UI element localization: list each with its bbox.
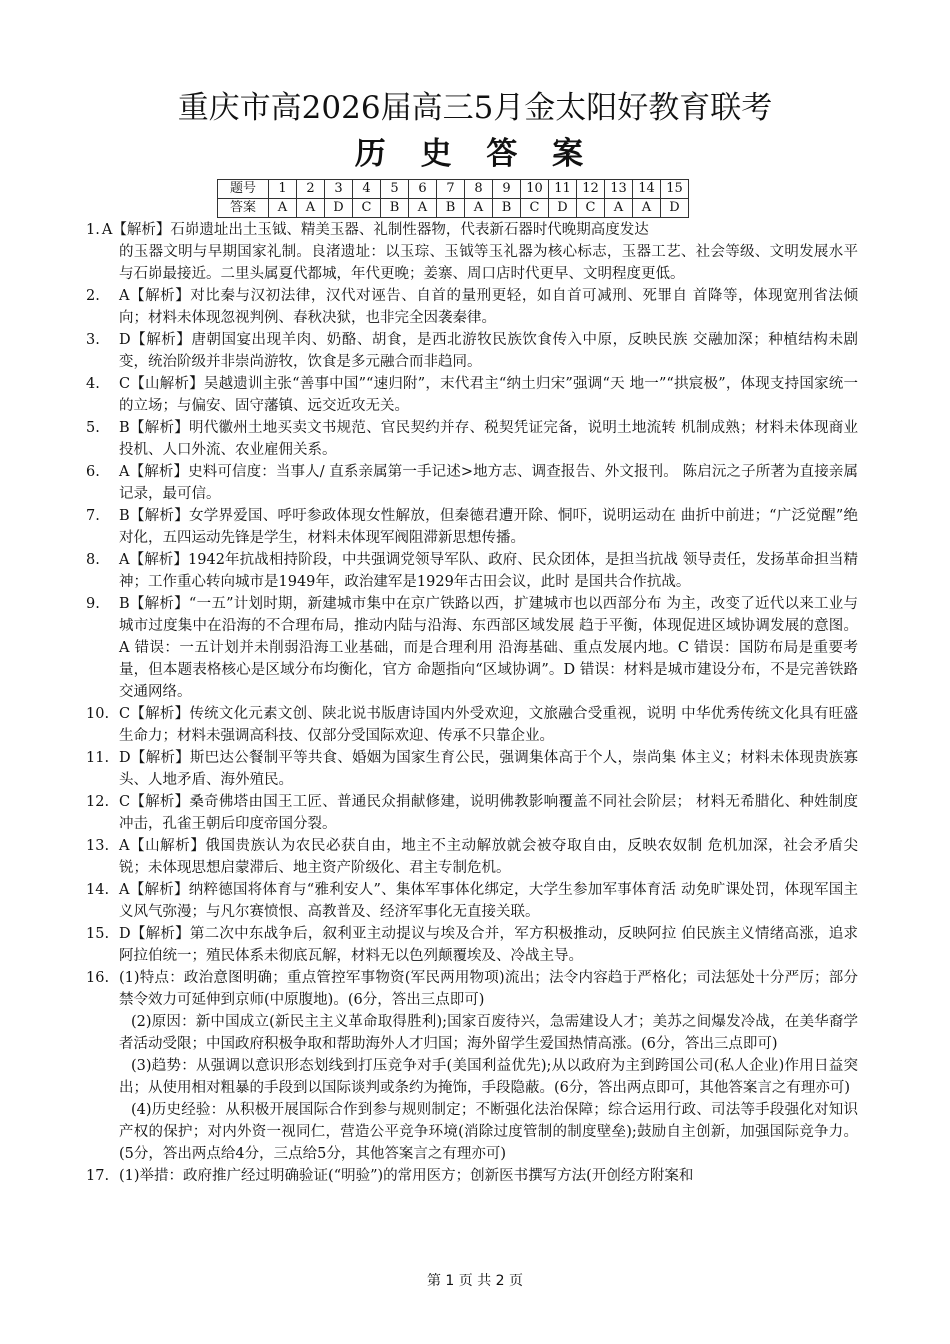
item-number: 2. — [86, 288, 100, 304]
item-text: A【解析】对比秦与汉初法律，汉代对诬告、自首的量刑更轻，如自首可减刑、死罪自 首降等，体现宽刑省法倾向；材料未体现忽视判例、春秋决狱，也非完全因袭秦律。 — [119, 288, 858, 326]
answer-cell: C — [521, 199, 549, 218]
item-text: C【解析】桑奇佛塔由国王工匠、普通民众捐献修建，说明佛教影响覆盖不同社会阶层； 材料无希腊化、种姓制度冲击，孔雀王朝后印度帝国分裂。 — [119, 794, 858, 832]
answer-cell: C — [577, 199, 605, 218]
question-number-cell: 10 — [521, 180, 549, 199]
explanation-item — [86, 703, 858, 747]
question-number-cell: 12 — [577, 180, 605, 199]
answer-cell: B — [437, 199, 465, 218]
question-number-cell: 3 — [325, 180, 353, 199]
item-text: B【解析】“一五”计划时期，新建城市集中在京广铁路以西，扩建城市也以西部分布 为主，改变了近代以来工业与城市过度集中在沿海的不合理布局，推动内陆与沿海、东西部区域发展 趋于平衡，体现促进区域协调发展的意图。A 错误：一五计划并未削弱沿海工业基础，而是合理利用 沿海基础、重点发展内地。C 错误：国防布局是重要考量，但本题表格核心是区域分布均衡化，官方 命题指向“区域协调”。D 错误：材料是城市建设分布，不是完善铁路交通网络。 — [119, 596, 858, 700]
page-title: 重庆市高2026届高三5月金太阳好教育联考 — [177, 90, 773, 126]
explanation-item — [86, 505, 858, 549]
explanation-item — [86, 329, 858, 373]
item-text: A【解析】史料可信度：当事人/ 直系亲属第一手记述>地方志、调查报告、外文报刊。 陈启沅之子所著为直接亲属记录，最可信。 — [119, 464, 858, 502]
question-number-cell: 14 — [633, 180, 661, 199]
answer-cell: A — [409, 199, 437, 218]
q16-part-3: (3)趋势：从强调以意识形态划线到打压竞争对手(美国利益优先);从以政府为主到跨国公司(私人企业)作用日益突出；从使用相对粗暴的手段到以国际谈判或条约为掩饰，手段隐蔽。(6分，答出两点即可，其他答案言之有理亦可) — [119, 1058, 858, 1096]
question-number-cell: 13 — [605, 180, 633, 199]
item-text: B【解析】女学界爱国、呼吁参政体现女性解放，但秦德君遭开除、恫吓，说明运动在 曲折中前进；“广泛觉醒”绝对化，五四运动先锋是学生，材料未体现军阀阻滞新思想传播。 — [119, 508, 858, 546]
explanation-item — [86, 417, 858, 461]
answer-table-numbers-row — [218, 180, 689, 199]
question-number-cell: 15 — [661, 180, 689, 199]
question-16 — [86, 967, 858, 1011]
explanation-item — [86, 549, 858, 593]
answer-cell: D — [325, 199, 353, 218]
item-number: 14. — [86, 882, 110, 898]
question-number-cell: 4 — [353, 180, 381, 199]
item-text: B【解析】明代徽州土地买卖文书规范、官民契约并存、税契凭证完备，说明土地流转 机制成熟；材料未体现商业投机、人口外流、农业雇佣关系。 — [119, 420, 858, 458]
item-text: A【解析】纳粹德国将体育与“雅利安人”、集体军事体化绑定，大学生参加军事体育活 动免旷课处罚，体现军国主义风气弥漫；与凡尔赛愤恨、高教普及、经济军事化无直接关联。 — [119, 882, 858, 920]
answer-cell: A — [465, 199, 493, 218]
explanation-item — [86, 219, 858, 285]
question-number-cell: 2 — [297, 180, 325, 199]
answer-explanations — [86, 219, 858, 1187]
answer-cell: B — [381, 199, 409, 218]
question-number-cell: 6 — [409, 180, 437, 199]
item-number: 11. — [86, 750, 110, 766]
item-number: 3. — [86, 332, 100, 348]
explanation-item — [86, 747, 858, 791]
item-number: 9. — [86, 596, 100, 612]
item-text: A【山解析】俄国贵族认为农民必获自由，地主不主动解放就会被夺取自由，反映农奴制 危机加深，社会矛盾尖锐；未体现思想启蒙滞后、地主资产阶级化、君主专制危机。 — [119, 838, 858, 876]
item-number: 5. — [86, 420, 100, 436]
answer-cell: A — [297, 199, 325, 218]
page-subtitle: 历 史 答 案 — [354, 136, 596, 172]
question-number-cell: 1 — [269, 180, 297, 199]
item-text: D【解析】第二次中东战争后，叙利亚主动提议与埃及合并，军方积极推动，反映阿拉 伯民族主义情绪高涨，追求阿拉伯统一；殖民体系未彻底瓦解，材料无以色列颠覆埃及、冷战主导。 — [119, 926, 858, 964]
item-text-continued: 的玉器文明与早期国家礼制。良渚遗址：以玉琮、玉钺等玉礼器为核心标志，玉器工艺、社会等级、文明发展水平与石峁最接近。二里头属夏代都城，年代更晚；姜寨、周口店时代更早、文明程度更低。 — [119, 244, 858, 282]
page-footer: 第 1 页 共 2 页 — [426, 1273, 524, 1289]
question-number-cell: 5 — [381, 180, 409, 199]
question-number-label: 题号 — [218, 180, 269, 199]
question-number-cell: 11 — [549, 180, 577, 199]
item-text: A【解析】1942年抗战相持阶段，中共强调党领导军队、政府、民众团体，是担当抗战 领导责任，发扬革命担当精神；工作重心转向城市是1949年，政治建军是1929年古田会议，此时 是国共合作抗战。 — [119, 552, 858, 590]
explanation-item — [86, 593, 858, 703]
item-number: 8. — [86, 552, 100, 568]
item-text: A【解析】石峁遗址出土玉钺、精美玉器、礼制性器物，代表新石器时代晚期高度发达 — [101, 222, 649, 238]
item-number: 12. — [86, 794, 110, 810]
item-number: 6. — [86, 464, 100, 480]
explanation-item — [86, 835, 858, 879]
item-number: 1. — [86, 222, 100, 238]
item-text: D【解析】斯巴达公餐制平等共食、婚姻为国家生育公民，强调集体高于个人，崇尚集 体主义；材料未体现贵族寡头、人地矛盾、海外殖民。 — [119, 750, 858, 788]
q16-part-1: (1)特点：政治意图明确；重点管控军事物资(军民两用物项)流出；法令内容趋于严格化；司法惩处十分严厉；部分禁令效力可延伸到京师(中原腹地)。(6分，答出三点即可) — [119, 970, 858, 1008]
q16-part-2: (2)原因：新中国成立(新民主主义革命取得胜利);国家百废待兴，急需建设人才；美苏之间爆发冷战，在美华裔学者活动受限；中国政府积极争取和帮助海外人才归国；海外留学生爱国热情高涨。(6分，答出三点即可) — [119, 1014, 858, 1052]
item-number: 7. — [86, 508, 100, 524]
answer-cell: B — [493, 199, 521, 218]
item-number: 13. — [86, 838, 110, 854]
explanation-item — [86, 791, 858, 835]
item-text: C【解析】传统文化元素文创、陕北说书版唐诗国内外受欢迎，文旅融合受重视，说明 中华优秀传统文化具有旺盛生命力；材料未强调高科技、仅部分受国际欢迎、传承不只靠企业。 — [119, 706, 858, 744]
question-number-cell: 7 — [437, 180, 465, 199]
explanation-item — [86, 923, 858, 967]
item-text: D【解析】唐朝国宴出现羊肉、奶酪、胡食，是西北游牧民族饮食传入中原，反映民族 交融加深；种植结构未剧变，统治阶级并非崇尚游牧，饮食是多元融合而非趋同。 — [119, 332, 858, 370]
q16-part-4: (4)历史经验：从积极开展国际合作到参与规则制定；不断强化法治保障；综合运用行政、司法等手段强化对知识产权的保护；对内外资一视同仁，营造公平竞争环境(消除过度管制的制度壁垒);鼓励自主创新，加强国际竞争力。(5分，答出两点给4分，三点给5分，其他答案言之有理亦可) — [119, 1102, 858, 1162]
answer-cell: A — [605, 199, 633, 218]
item-number: 17. — [86, 1168, 110, 1184]
question-number-cell: 8 — [465, 180, 493, 199]
answer-cell: C — [353, 199, 381, 218]
answer-label: 答案 — [218, 199, 269, 218]
q17-part-1: (1)举措：政府推广经过明确验证(“明验”)的常用医方；创新医书撰写方法(开创经方附案和 — [119, 1168, 694, 1184]
question-17 — [86, 1165, 858, 1187]
answer-table-answers-row — [218, 199, 689, 218]
item-text: C【山解析】吴越遗训主张“善事中国”“速归附”，末代君主“纳土归宋”强调“天 地一”“拱宸极”，体现支持国家统一的立场；与偏安、固守藩镇、远交近攻无关。 — [119, 376, 858, 414]
explanation-item — [86, 373, 858, 417]
item-number: 16. — [86, 970, 110, 986]
explanation-list — [86, 219, 858, 967]
item-number: 10. — [86, 706, 110, 722]
item-number: 4. — [86, 376, 100, 392]
question-number-cell: 9 — [493, 180, 521, 199]
explanation-item — [86, 461, 858, 505]
answer-cell: D — [549, 199, 577, 218]
item-number: 15. — [86, 926, 110, 942]
explanation-item — [86, 285, 858, 329]
answer-cell: A — [633, 199, 661, 218]
answer-table — [217, 179, 689, 218]
answer-cell: D — [661, 199, 689, 218]
answer-cell: A — [269, 199, 297, 218]
explanation-item — [86, 879, 858, 923]
